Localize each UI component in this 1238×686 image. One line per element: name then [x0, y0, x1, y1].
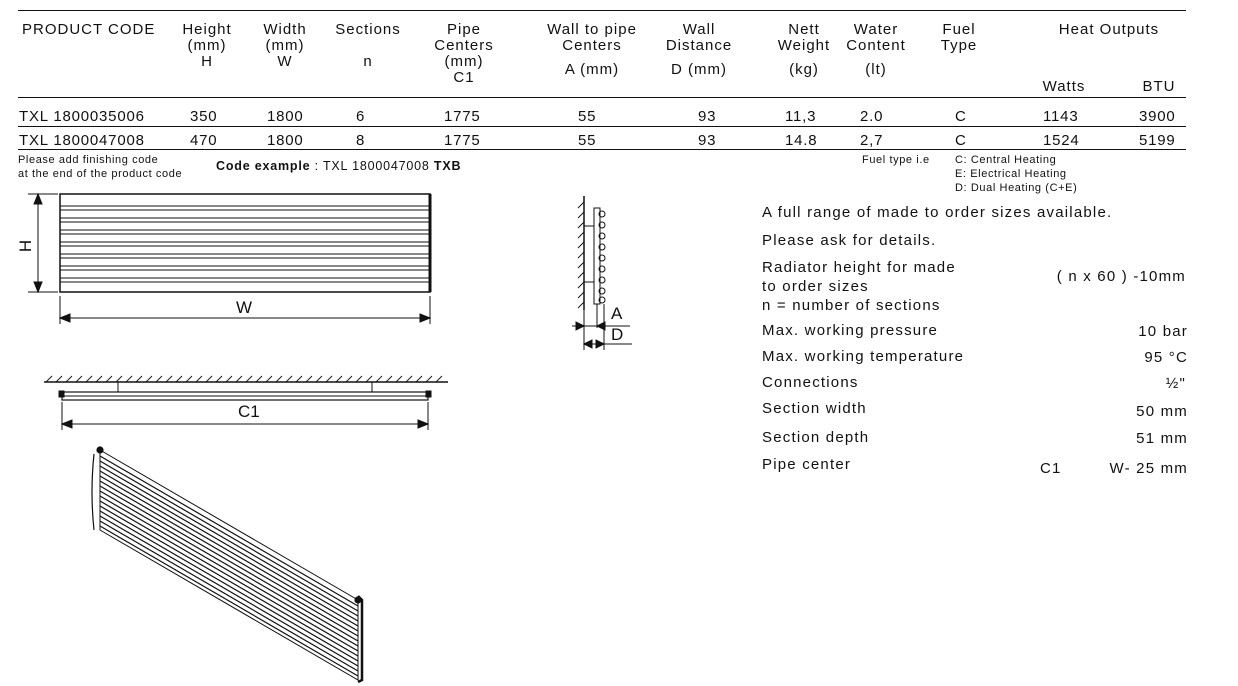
cell-wall-distance: 93: [698, 132, 717, 149]
dimension-label-d: D: [611, 325, 624, 344]
spec-label-pressure: Max. working pressure: [762, 322, 939, 339]
finishing-code-note: Please add finishing code at the end of the product code: [18, 154, 183, 180]
cell-wall-to-pipe: 55: [578, 132, 597, 149]
header-heat-outputs: Heat Outputs: [1058, 21, 1160, 38]
row-rule: [18, 126, 1186, 127]
side-view-diagram: [568, 192, 648, 352]
table-top-rule: [18, 10, 1186, 11]
spec-value-section-depth: 51 mm: [1136, 430, 1188, 447]
cell-water: 2.0: [860, 108, 884, 125]
header-height: Height (mm) H: [182, 21, 232, 70]
spec-label-section-width: Section width: [762, 400, 867, 417]
cell-watts: 1143: [1043, 108, 1079, 125]
cell-code: TXL 1800047008: [19, 132, 145, 149]
fuel-type-item: C: Central Heating: [955, 154, 1057, 166]
range-note-line2: Please ask for details.: [762, 232, 937, 249]
code-example-label: Code example: [216, 159, 311, 173]
perspective-view-diagram: [88, 444, 368, 684]
header-fuel-type: Fuel Type: [940, 21, 978, 54]
header-pipe-centers: Pipe Centers (mm) C1: [434, 21, 494, 86]
cell-pipe-centers: 1775: [444, 132, 481, 149]
cell-height: 470: [190, 132, 218, 149]
header-water-content: Water Content (lt): [846, 21, 906, 78]
pipe-center-value: W- 25 mm: [1109, 460, 1188, 477]
header-nett-weight: Nett Weight (kg): [777, 21, 831, 78]
header-watts: Watts: [1042, 78, 1086, 95]
header-btu: BTU: [1142, 78, 1176, 95]
fuel-type-item: E: Electrical Heating: [955, 168, 1067, 180]
cell-weight: 14.8: [785, 132, 818, 149]
dimension-label-h: H: [16, 239, 36, 253]
header-width: Width (mm) W: [263, 21, 307, 70]
code-example-value: : TXL 1800047008: [310, 159, 434, 173]
spec-value-connections: ½": [1165, 375, 1186, 392]
cell-width: 1800: [267, 108, 304, 125]
cell-sections: 8: [356, 132, 366, 149]
code-example-suffix: TXB: [433, 159, 462, 173]
cell-water: 2,7: [860, 132, 884, 149]
cell-watts: 1524: [1043, 132, 1080, 149]
cell-sections: 6: [356, 108, 366, 125]
cell-height: 350: [190, 108, 218, 125]
fuel-type-label: Fuel type i.e: [862, 154, 930, 166]
cell-pipe-centers: 1775: [444, 108, 481, 125]
cell-fuel: C: [955, 108, 967, 125]
pipe-center-label: Pipe center: [762, 456, 852, 473]
cell-btu: 5199: [1139, 132, 1176, 149]
fuel-type-list: [955, 153, 1077, 195]
header-product-code: PRODUCT CODE: [22, 21, 156, 38]
cell-btu: 3900: [1139, 108, 1176, 125]
pipe-center-symbol: C1: [1040, 460, 1062, 477]
table-bottom-rule: [18, 149, 1186, 150]
table-header-rule: [18, 97, 1186, 98]
dimension-label-c1: C1: [238, 402, 260, 421]
spec-label-section-depth: Section depth: [762, 429, 870, 446]
dimension-label-w: W: [236, 298, 253, 317]
header-sections: Sections n: [335, 21, 401, 70]
radiator-height-formula: ( n x 60 ) -10mm: [1056, 268, 1186, 285]
dimension-label-a: A: [611, 304, 623, 323]
cell-code: TXL 1800035006: [19, 108, 145, 125]
spec-label-temperature: Max. working temperature: [762, 348, 965, 365]
spec-value-section-width: 50 mm: [1136, 403, 1188, 420]
fuel-type-item: D: Dual Heating (C+E): [955, 182, 1078, 194]
cell-width: 1800: [267, 132, 304, 149]
cell-wall-to-pipe: 55: [578, 108, 597, 125]
cell-wall-distance: 93: [698, 108, 717, 125]
spec-value-temperature: 95 °C: [1144, 349, 1188, 366]
range-note-line1: A full range of made to order sizes available.: [762, 204, 1113, 221]
code-example: [216, 159, 461, 173]
header-wall-to-pipe: Wall to pipe Centers A (mm): [547, 21, 637, 78]
cell-weight: 11,3: [785, 108, 817, 125]
spec-label-connections: Connections: [762, 374, 859, 391]
cell-fuel: C: [955, 132, 967, 149]
radiator-height-label: Radiator height for made to order sizes n = number of sections: [762, 259, 956, 314]
header-wall-distance: Wall Distance D (mm): [665, 21, 733, 78]
spec-value-pressure: 10 bar: [1138, 323, 1188, 340]
